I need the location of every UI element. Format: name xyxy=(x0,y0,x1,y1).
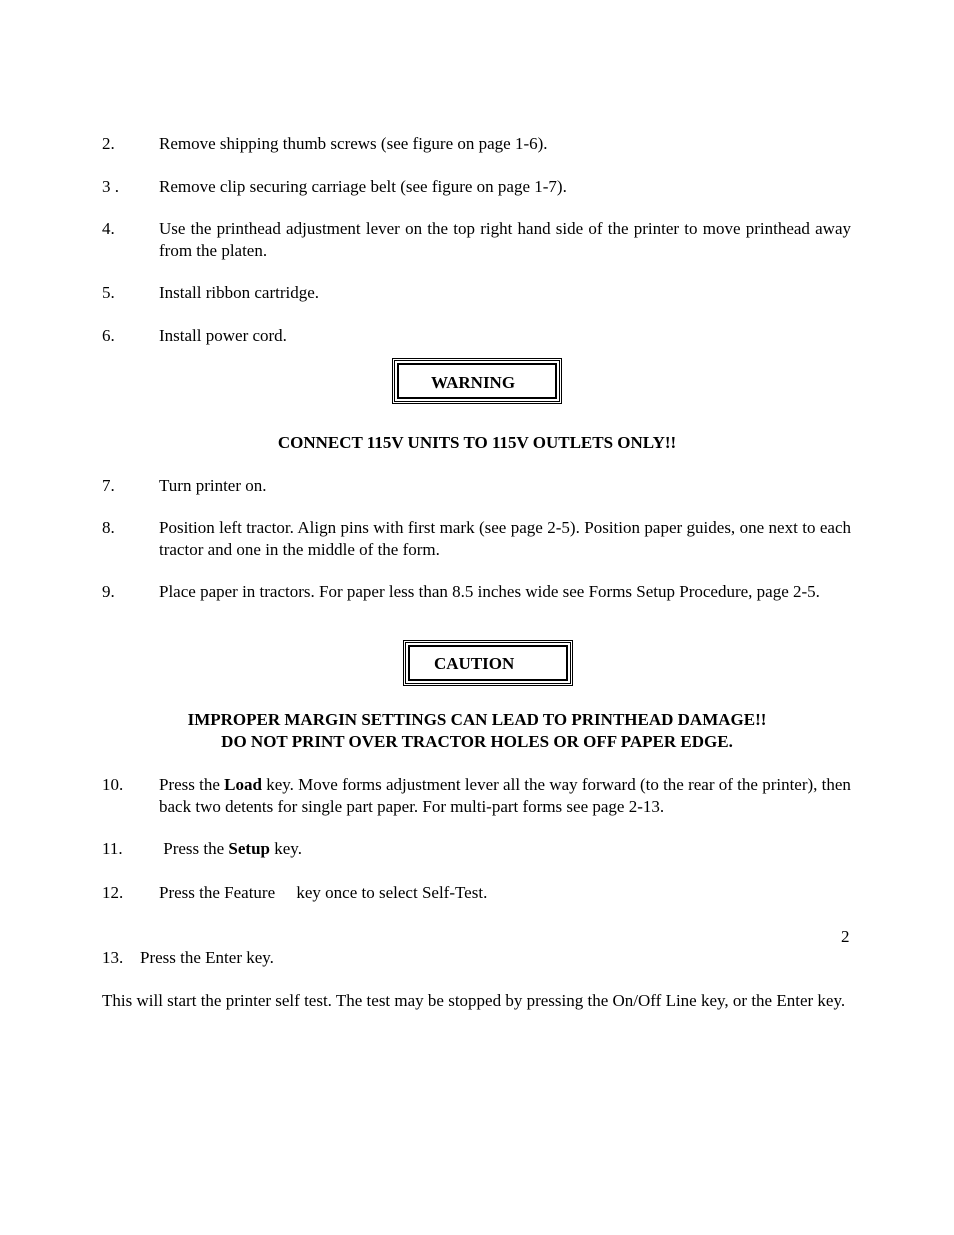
step-5-text: Install ribbon cartridge. xyxy=(159,283,320,302)
step-2-number: 2. xyxy=(102,134,115,153)
warning-label: WARNING xyxy=(431,373,516,392)
step-10-text xyxy=(159,774,851,818)
step-12-text: Press the Feature key once to select Self-Test. xyxy=(159,883,488,902)
step-7-text: Turn printer on. xyxy=(159,476,267,495)
caution-label: CAUTION xyxy=(434,654,515,673)
step-9-number: 9. xyxy=(102,582,115,601)
step-13-text: Press the Enter key. xyxy=(140,948,274,967)
step-12-number: 12. xyxy=(102,883,124,902)
step-11-text xyxy=(159,838,851,860)
page-number: 2 xyxy=(841,927,850,946)
step-7-number: 7. xyxy=(102,476,115,495)
step-11-text-pre: Press the xyxy=(159,839,229,858)
step-9-text: Place paper in tractors. For paper less than 8.5 inches wide see Forms Setup Procedure, page 2-5. xyxy=(159,582,820,601)
warning-message: CONNECT 115V UNITS TO 115V OUTLETS ONLY!! xyxy=(277,433,677,452)
load-key-label: Load xyxy=(224,775,262,794)
step-8-text: Position left tractor. Align pins with first mark (see page 2-5). Position paper guides, one next to each tractor and one in the middle of the form. xyxy=(159,518,851,559)
step-11-number: 11. xyxy=(102,839,123,858)
step-8-number: 8. xyxy=(102,518,115,537)
caution-message-line-1: IMPROPER MARGIN SETTINGS CAN LEAD TO PRINTHEAD DAMAGE!! xyxy=(187,710,767,729)
closing-paragraph: This will start the printer self test. The test may be stopped by pressing the On/Off Line key, or the Enter key. xyxy=(102,991,846,1010)
step-3-text: Remove clip securing carriage belt (see figure on page 1-7). xyxy=(159,177,567,196)
caution-box xyxy=(403,640,573,686)
step-10-number: 10. xyxy=(102,775,124,794)
step-6-number: 6. xyxy=(102,326,115,345)
caution-message-line-2: DO NOT PRINT OVER TRACTOR HOLES OR OFF PAPER EDGE. xyxy=(221,732,733,751)
step-10-text-pre: Press the xyxy=(159,775,225,794)
step-6-text: Install power cord. xyxy=(159,326,287,345)
setup-key-label: Setup xyxy=(228,839,270,858)
step-13-number: 13. xyxy=(102,948,124,967)
step-4-text: Use the printhead adjustment lever on the top right hand side of the printer to move printhead away from the platen. xyxy=(159,219,851,260)
step-5-number: 5. xyxy=(102,283,115,302)
step-4-number: 4. xyxy=(102,219,115,238)
step-10-text-post: key. Move forms adjustment lever all the way forward (to the rear of the printer), then back two detents for single part paper. For multi-part forms see page 2-13. xyxy=(159,775,851,816)
step-11-text-post: key. xyxy=(270,839,302,858)
warning-box xyxy=(392,358,562,404)
step-3-number: 3 . xyxy=(102,177,119,196)
step-2-text: Remove shipping thumb screws (see figure on page 1-6). xyxy=(159,134,548,153)
